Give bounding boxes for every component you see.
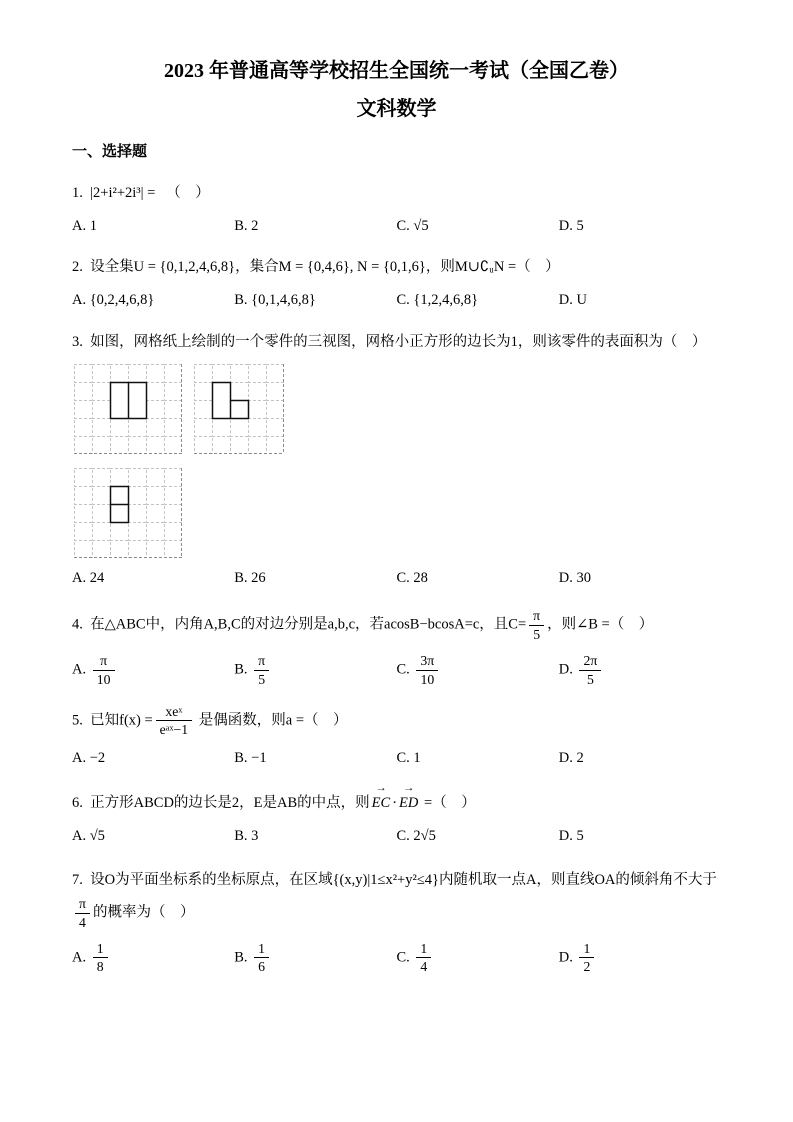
fraction-option-7a — [93, 941, 108, 976]
option-4b — [234, 653, 396, 688]
question-7 — [72, 865, 721, 975]
question-1-stem — [72, 181, 721, 206]
question-5 — [72, 704, 721, 770]
fraction-denominator: 4 — [420, 959, 428, 975]
option-7c — [397, 941, 559, 976]
question-2-stem — [72, 255, 721, 280]
option-1d: D. 5 — [558, 217, 584, 234]
three-view-diagram — [74, 364, 721, 558]
option-2c: C. {1,2,4,6,8} — [396, 292, 479, 309]
option-4a — [72, 653, 234, 688]
fraction-option-7d — [579, 941, 594, 976]
question-7-text-1: 7. 设O为平面坐标系的坐标原点，在区域{(x,y)|1≤x²+y²≤4}内随机取一点A，则直线OA的倾斜角不大于 — [72, 872, 717, 889]
question-6-stem — [72, 781, 721, 816]
question-4-text-1: 4. 在△ABC中，内角A,B,C的对边分别是a,b,c，若acosB−bcosA=c，且C= — [72, 616, 527, 633]
option-1a: A. 1 — [72, 217, 97, 234]
question-1 — [72, 181, 721, 237]
question-3 — [72, 330, 721, 590]
front-view-grid — [74, 364, 182, 454]
question-6-text-1: 6. 正方形ABCD的边长是2，E是AB的中点，则 — [72, 794, 370, 811]
vector-EC — [371, 781, 391, 816]
fraction-numerator: 1 — [93, 941, 108, 959]
question-2-options — [72, 290, 721, 312]
fraction-denominator: 5 — [586, 671, 594, 687]
question-7-options — [72, 941, 721, 976]
fraction-denominator: 10 — [96, 671, 111, 687]
option-6a: A. √5 — [72, 827, 105, 844]
option-2b: B. {0,1,4,6,8} — [234, 292, 316, 309]
option-3c: C. 28 — [396, 570, 428, 587]
option-6b: B. 3 — [234, 827, 259, 844]
question-4-stem — [72, 608, 721, 643]
option-4d-label: D. — [558, 661, 573, 678]
fraction-numerator: π — [75, 896, 90, 914]
fraction-option-4a — [93, 653, 115, 688]
option-5a: A. −2 — [72, 750, 106, 767]
fraction-numerator: π — [254, 653, 269, 671]
vector-ED — [399, 781, 419, 816]
option-7b — [234, 941, 396, 976]
fraction-denominator: 8 — [96, 959, 104, 975]
option-7a — [72, 941, 234, 976]
option-7d-label: D. — [558, 949, 573, 966]
question-4-options — [72, 653, 721, 688]
option-4b-label: B. — [234, 661, 248, 678]
option-2d: D. U — [558, 292, 587, 309]
fraction-denominator: 5 — [258, 671, 266, 687]
question-6 — [72, 781, 721, 847]
option-3a: A. 24 — [72, 570, 105, 587]
vector-arrow-icon: → — [375, 781, 387, 795]
question-3-stem — [72, 330, 721, 355]
fraction-denominator: 10 — [420, 671, 435, 687]
question-2-text: 2. 设全集U = {0,1,2,4,6,8}，集合M = {0,4,6}, N = {0,1,6}，则M∪∁ᵤN =（ ） — [72, 259, 560, 276]
option-7c-label: C. — [396, 949, 410, 966]
fraction-denominator: 2 — [583, 959, 591, 975]
question-4 — [72, 608, 721, 687]
question-7-stem — [72, 865, 721, 930]
option-1b: B. 2 — [234, 217, 259, 234]
fraction-option-4b — [254, 653, 269, 688]
option-6c: C. 2√5 — [396, 827, 436, 844]
question-3-text: 3. 如图，网格纸上绘制的一个零件的三视图，网格小正方形的边长为1，则该零件的表面积为（ ） — [72, 333, 707, 350]
option-6d: D. 5 — [558, 827, 584, 844]
question-6-text-2: =（ ） — [420, 794, 476, 811]
fraction-denominator: 5 — [533, 627, 541, 643]
fraction-numerator: 1 — [579, 941, 594, 959]
option-3b: B. 26 — [234, 570, 266, 587]
question-5-stem — [72, 704, 721, 739]
fraction-denominator: 4 — [79, 914, 86, 930]
fraction-option-4d — [579, 653, 601, 688]
three-view-top-row — [74, 364, 721, 454]
fraction-q7 — [75, 896, 90, 931]
option-7d — [559, 941, 721, 976]
fraction-option-7c — [416, 941, 431, 976]
question-3-options — [72, 568, 721, 590]
option-3d: D. 30 — [558, 570, 591, 587]
question-4-text-2: ，则∠B =（ ） — [547, 616, 654, 633]
option-4a-label: A. — [72, 661, 87, 678]
fraction-q4 — [529, 608, 544, 643]
fraction-denominator: eᵃˣ−1 — [159, 722, 189, 738]
side-view-grid — [194, 364, 284, 454]
question-5-text-1: 5. 已知f(x) = — [72, 712, 153, 729]
question-5-options — [72, 748, 721, 770]
top-view-grid — [74, 468, 182, 558]
vector-EC-label: EC — [371, 794, 391, 811]
option-5c: C. 1 — [396, 750, 421, 767]
option-4d — [559, 653, 721, 688]
fraction-q5 — [156, 704, 193, 739]
option-5b: B. −1 — [234, 750, 267, 767]
fraction-numerator: π — [93, 653, 115, 671]
fraction-option-4c — [416, 653, 438, 688]
fraction-numerator: 3π — [416, 653, 438, 671]
question-1-options — [72, 216, 721, 238]
option-1c: C. √5 — [396, 217, 429, 234]
dot-operator: · — [392, 794, 398, 811]
vector-arrow-icon: → — [402, 781, 415, 795]
fraction-numerator: xeˣ — [156, 704, 193, 722]
option-7b-label: B. — [234, 949, 248, 966]
vector-ED-label: ED — [399, 794, 419, 811]
exam-subject: 文科数学 — [356, 98, 437, 120]
fraction-numerator: 1 — [254, 941, 269, 959]
question-5-text-2: 是偶函数，则a =（ ） — [195, 712, 348, 729]
exam-title: 2023 年普通高等学校招生全国统一考试（全国乙卷） — [164, 60, 629, 82]
question-1-text: 1. |2+i²+2i³| = （ ） — [72, 185, 210, 201]
section-heading: 一、选择题 — [72, 144, 148, 160]
question-6-options — [72, 826, 721, 848]
fraction-option-7b — [254, 941, 269, 976]
fraction-numerator: 1 — [416, 941, 431, 959]
option-5d: D. 2 — [558, 750, 584, 767]
question-7-text-2: 的概率为（ ） — [92, 904, 195, 921]
option-7a-label: A. — [72, 949, 87, 966]
option-4c — [397, 653, 559, 688]
question-2 — [72, 255, 721, 311]
option-4c-label: C. — [396, 661, 410, 678]
fraction-denominator: 6 — [258, 959, 266, 975]
option-2a: A. {0,2,4,6,8} — [72, 292, 155, 309]
fraction-numerator: π — [529, 608, 544, 626]
fraction-numerator: 2π — [579, 653, 601, 671]
